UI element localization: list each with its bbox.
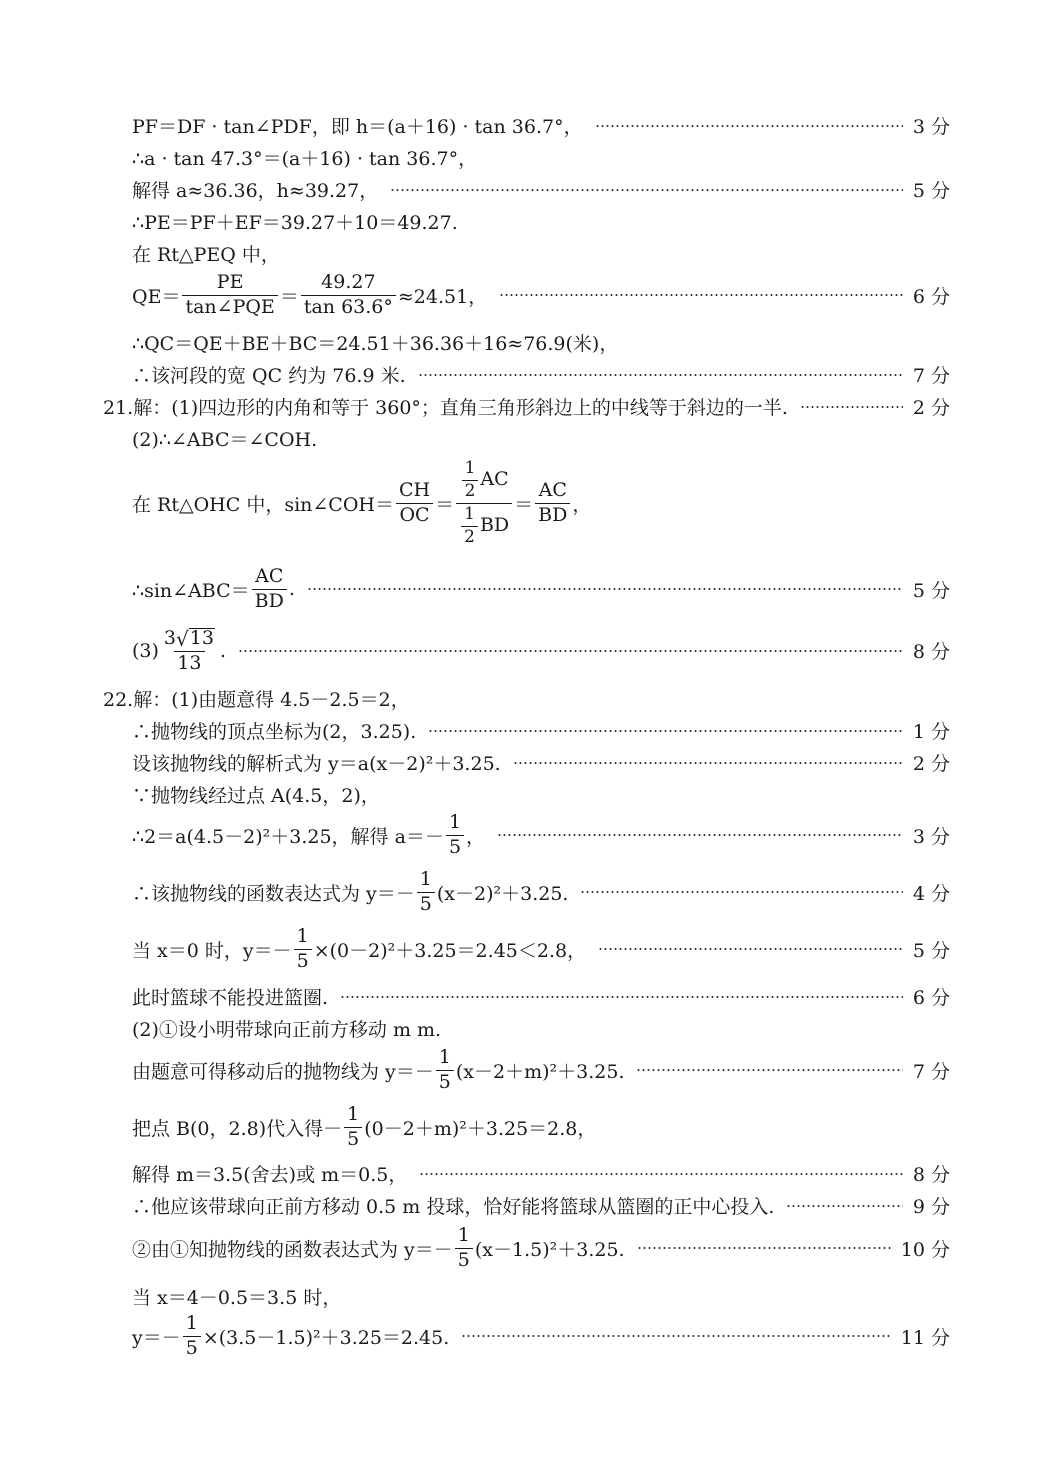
solution-line: [132, 361, 950, 388]
solution-line: [132, 460, 950, 546]
fraction: [344, 1105, 362, 1150]
math-suffix: ，: [572, 493, 592, 516]
leader-dots: [499, 294, 903, 296]
solution-line: [132, 1226, 950, 1271]
half-fraction: [462, 460, 479, 501]
numerator: 1: [457, 1224, 470, 1246]
fraction: [161, 628, 218, 674]
equals-sign: ＝: [514, 493, 534, 516]
score-label: 7 分: [912, 1060, 950, 1083]
denominator: tan 63.6°: [301, 295, 396, 318]
solution-line: [132, 329, 950, 356]
solution-line: [132, 1015, 950, 1042]
fraction: [301, 273, 396, 318]
math-prefix: QE＝: [132, 285, 181, 308]
line-math: [132, 273, 487, 318]
math-suffix: ≈24.51，: [397, 285, 488, 308]
line-text: (2)①设小明带球向正前方移动 m m.: [132, 1019, 442, 1041]
line-math: [132, 1105, 596, 1150]
solution-line: [132, 870, 950, 915]
fraction: [436, 1048, 454, 1093]
line-math: [132, 813, 485, 858]
math-suffix: (x－2＋m)²＋3.25.: [455, 1060, 625, 1083]
denominator: BD: [535, 503, 570, 526]
line-math: [132, 927, 586, 972]
coefficient: 3: [163, 627, 177, 649]
line-math: [132, 460, 591, 546]
solution-line: [132, 144, 950, 171]
solution-line: [132, 927, 950, 972]
leader-dots: [800, 406, 903, 408]
math-suffix: .: [288, 578, 295, 601]
solution-line: [132, 749, 950, 776]
numerator: PE: [216, 271, 244, 293]
math-suffix: (x－1.5)²＋3.25.: [474, 1238, 625, 1261]
solution-line: [132, 425, 950, 452]
score-label: 7 分: [912, 365, 950, 387]
line-math: [132, 567, 295, 612]
math-prefix: 在 Rt△OHC 中，sin∠COH＝: [132, 493, 394, 516]
line-text: ∴PE＝PF＋EF＝39.27＋10＝49.27.: [132, 212, 458, 234]
numerator: 1: [296, 925, 309, 947]
compound-fraction: [456, 460, 512, 546]
line-text: 解得 a≈36.36，h≈39.27，: [132, 180, 379, 202]
solution-line: [132, 176, 950, 203]
leader-dots: [786, 1205, 902, 1207]
score-label: 11 分: [900, 1326, 950, 1349]
line-math: [132, 1314, 449, 1359]
denominator: 5: [455, 1248, 473, 1271]
problem-21-heading: [103, 393, 950, 420]
denominator: OC: [396, 503, 432, 526]
line-text: 当 x＝4－0.5＝3.5 时，: [132, 1287, 342, 1309]
numerator: 1: [438, 1046, 451, 1068]
numerator: 49.27: [321, 271, 376, 293]
solution-line: [132, 1192, 950, 1219]
denominator: 5: [183, 1336, 201, 1359]
numerator: 1: [419, 868, 432, 890]
leader-dots: [497, 834, 903, 836]
line-text: PF＝DF · tan∠PDF，即 h＝(a＋16) · tan 36.7°，: [132, 116, 583, 138]
score-label: 2 分: [912, 753, 950, 775]
score-label: 6 分: [912, 285, 950, 308]
denominator: 5: [294, 949, 312, 972]
fraction: [535, 478, 570, 526]
numerator: AC: [538, 478, 567, 501]
solution-line: [132, 1105, 950, 1150]
line-text: 此时篮球不能投进篮圈.: [132, 987, 329, 1009]
denominator: 5: [436, 1070, 454, 1093]
solution-line: [132, 1283, 950, 1310]
score-label: 5 分: [912, 939, 950, 962]
denominator-tail: BD: [479, 514, 510, 537]
numerator: 1: [448, 811, 462, 833]
line-text: 解得 m＝3.5(舍去)或 m＝0.5，: [132, 1164, 408, 1186]
leader-dots: [636, 1069, 902, 1071]
solution-line: [132, 273, 950, 318]
math-suffix: ×(3.5－1.5)²＋3.25＝2.45.: [202, 1326, 450, 1349]
equals-sign: ＝: [279, 285, 299, 308]
fraction: [252, 567, 287, 612]
numerator-tail: AC: [480, 468, 509, 491]
denominator: 5: [417, 892, 435, 915]
solution-line: [132, 567, 950, 612]
score-label: 3 分: [912, 116, 950, 138]
denominator: 2: [461, 526, 478, 547]
math-suffix: ，: [466, 825, 486, 848]
fraction: [396, 478, 433, 526]
fraction: [417, 870, 435, 915]
line-text: ∴该河段的宽 QC 约为 76.9 米.: [132, 365, 406, 387]
numerator: AC: [255, 565, 284, 587]
line-text: 22.解：(1)由题意得 4.5－2.5＝2，: [103, 689, 410, 711]
math-suffix: (0－2＋m)²＋3.25＝2.8，: [364, 1117, 597, 1140]
math-prefix: ∴sin∠ABC＝: [132, 579, 250, 602]
equals-sign: ＝: [435, 493, 455, 516]
line-math: [132, 870, 568, 915]
denominator: 5: [446, 835, 464, 858]
score-label: 8 分: [912, 1164, 950, 1186]
leader-dots: [595, 125, 903, 127]
numerator: 1: [464, 458, 476, 478]
score-label: 6 分: [912, 987, 950, 1009]
line-text: ∵抛物线经过点 A(4.5，2)，: [132, 785, 380, 807]
leader-dots: [428, 730, 903, 732]
denominator: 2: [462, 480, 479, 501]
numerator: CH: [398, 478, 431, 501]
score-label: 4 分: [912, 882, 950, 905]
score-label: 10 分: [900, 1238, 950, 1261]
leader-dots: [340, 996, 903, 998]
math-prefix: y＝－: [132, 1326, 181, 1349]
line-text: ∴QC＝QE＋BE＋BC＝24.51＋36.36＋16≈76.9(米)，: [132, 333, 619, 355]
leader-dots: [390, 189, 903, 191]
math-suffix: .: [219, 639, 226, 662]
math-prefix: ∴2＝a(4.5－2)²＋3.25，解得 a＝－: [132, 825, 444, 848]
line-math: [132, 1048, 624, 1093]
leader-dots: [461, 1335, 891, 1337]
numerator: 1: [347, 1103, 360, 1125]
fraction: [455, 1226, 473, 1271]
numerator: 1: [185, 1312, 198, 1334]
denominator: tan∠PQE: [182, 295, 277, 318]
math-prefix: ∴该抛物线的函数表达式为 y＝－: [132, 882, 415, 905]
line-text: 设该抛物线的解析式为 y＝a(x－2)²＋3.25.: [132, 753, 501, 775]
solution-line: [132, 1160, 950, 1187]
solution-line: [132, 628, 950, 674]
line-text: ∴a · tan 47.3°＝(a＋16) · tan 36.7°，: [132, 148, 478, 170]
solution-line: [132, 1048, 950, 1093]
denominator: [456, 503, 512, 547]
square-root: [176, 628, 215, 649]
fraction: [182, 273, 277, 318]
leader-dots: [419, 1173, 902, 1175]
numerator: [161, 628, 218, 651]
half-fraction: [461, 503, 478, 547]
solution-line: [132, 112, 950, 139]
radicand: 13: [189, 627, 214, 649]
leader-dots: [513, 762, 903, 764]
numerator: 1: [464, 503, 475, 524]
solution-line: [132, 208, 950, 235]
denominator: 13: [174, 651, 204, 674]
math-prefix: 把点 B(0，2.8)代入得－: [132, 1117, 343, 1140]
line-math: [132, 628, 226, 674]
problem-22-heading: [103, 685, 950, 712]
denominator: 5: [344, 1127, 362, 1150]
solution-line: [132, 1314, 950, 1359]
line-text: (2)∴∠ABC＝∠COH.: [132, 429, 318, 451]
fraction: [294, 927, 312, 972]
math-prefix: ②由①知抛物线的函数表达式为 y＝－: [132, 1238, 453, 1261]
math-suffix: ×(0－2)²＋3.25＝2.45＜2.8，: [313, 939, 587, 962]
denominator: BD: [252, 589, 287, 612]
leader-dots: [307, 588, 903, 590]
numerator: [457, 460, 512, 503]
math-prefix: (3): [132, 639, 159, 662]
solution-line: [132, 717, 950, 744]
line-text: 在 Rt△PEQ 中，: [132, 244, 280, 266]
score-label: 1 分: [912, 721, 950, 743]
leader-dots: [418, 374, 903, 376]
radical-sign-icon: √: [176, 626, 189, 651]
score-label: 5 分: [912, 180, 950, 202]
math-prefix: 当 x＝0 时，y＝－: [132, 939, 292, 962]
leader-dots: [238, 650, 903, 652]
fraction: [446, 813, 464, 858]
math-prefix: 由题意可得移动后的抛物线为 y＝－: [132, 1060, 434, 1083]
score-label: 9 分: [912, 1196, 950, 1218]
fraction: [183, 1314, 201, 1359]
leader-dots: [580, 891, 902, 893]
line-text: ∴他应该带球向正前方移动 0.5 m 投球，恰好能将篮球从篮圈的正中心投入.: [132, 1196, 775, 1218]
score-label: 3 分: [912, 825, 950, 848]
math-suffix: (x－2)²＋3.25.: [436, 882, 569, 905]
solution-line: [132, 240, 950, 267]
score-label: 2 分: [912, 397, 950, 419]
leader-dots: [598, 948, 903, 950]
solution-line: [132, 781, 950, 808]
line-math: [132, 1226, 625, 1271]
line-text: 21.解：(1)四边形的内角和等于 360°；直角三角形斜边上的中线等于斜边的一半.: [103, 397, 788, 419]
solution-line: [132, 983, 950, 1010]
leader-dots: [637, 1247, 891, 1249]
line-text: ∴抛物线的顶点坐标为(2，3.25).: [132, 721, 417, 743]
solution-line: [132, 813, 950, 858]
score-label: 5 分: [912, 579, 950, 602]
score-label: 8 分: [912, 641, 950, 664]
